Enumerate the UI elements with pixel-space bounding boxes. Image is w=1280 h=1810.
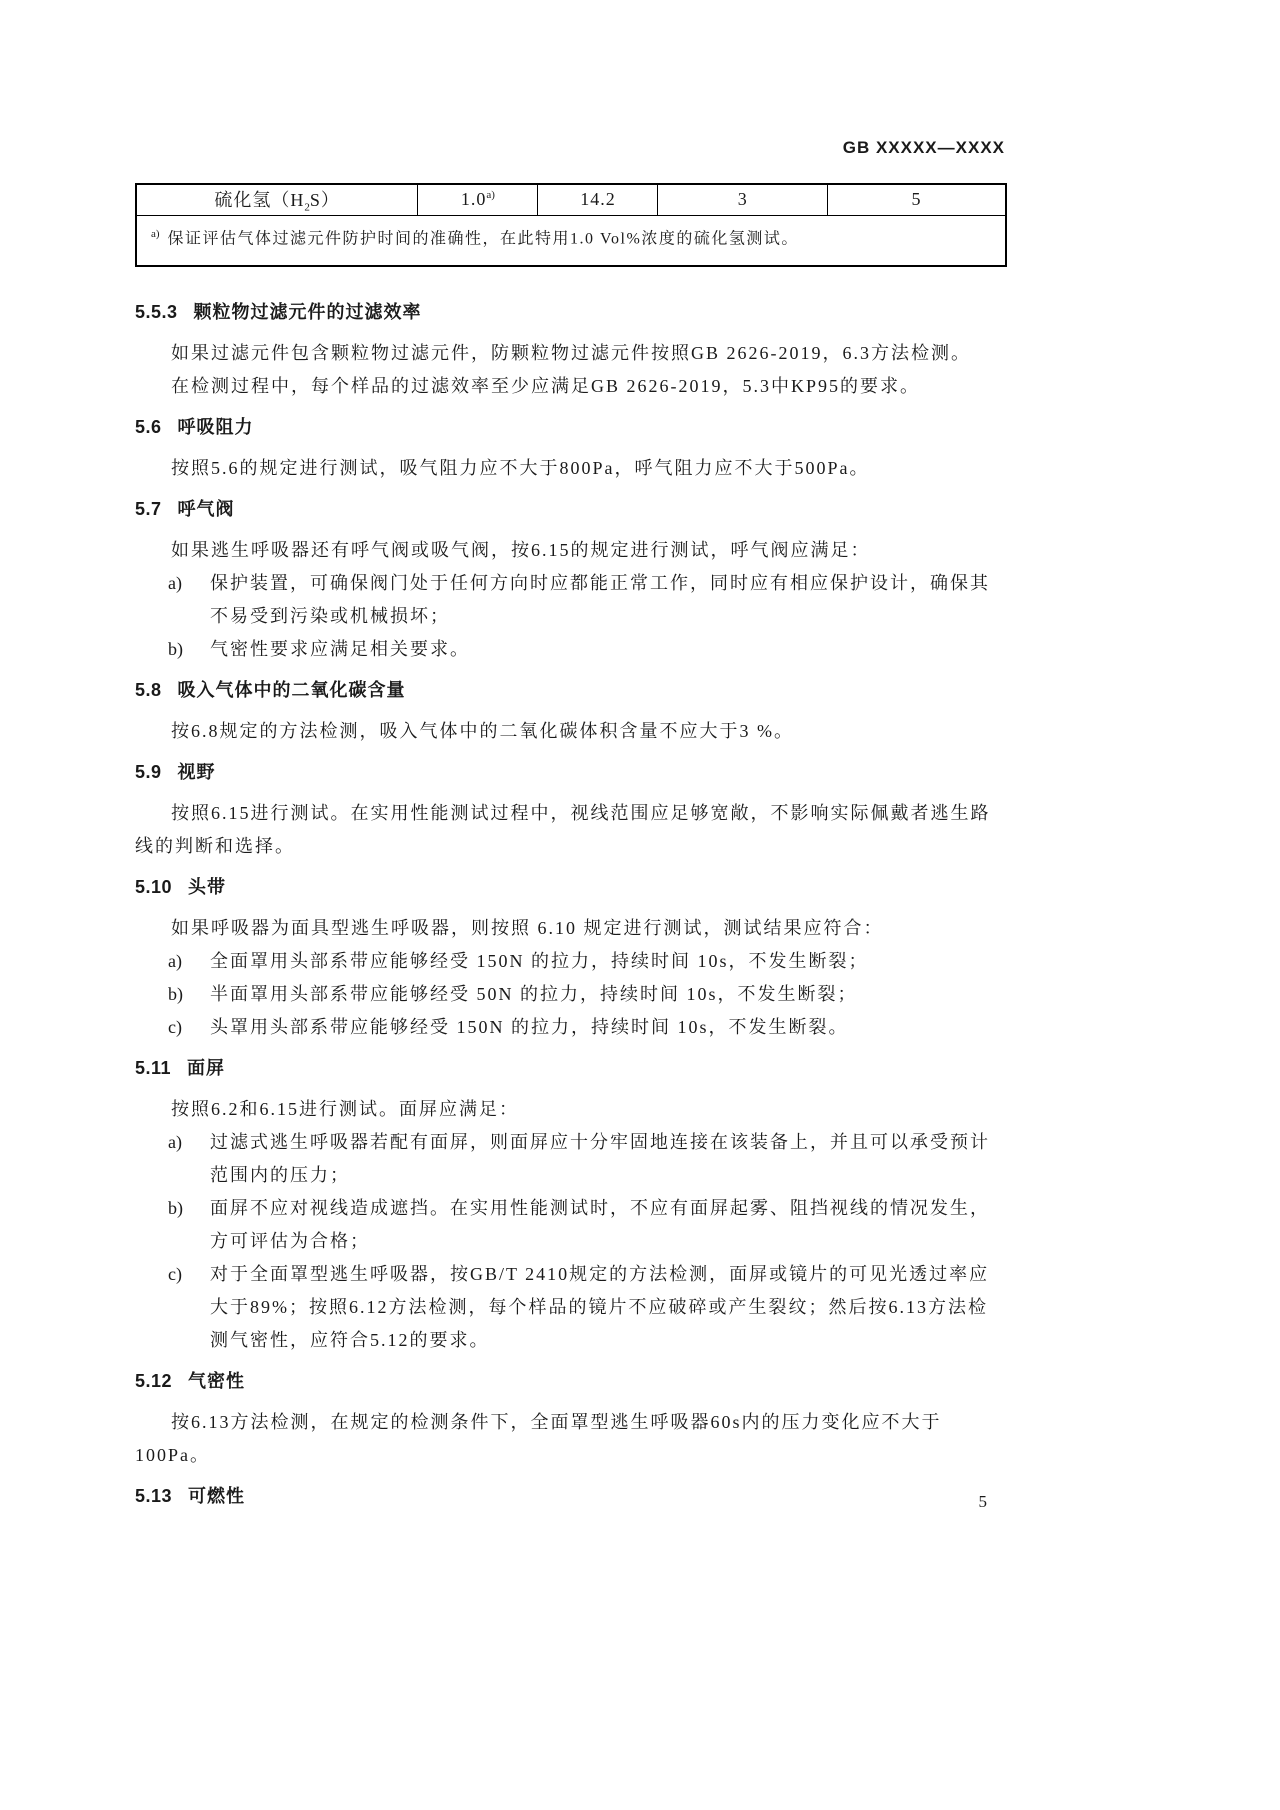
footnote-ref-sup: a): [486, 189, 495, 202]
paragraph: 如果过滤元件包含颗粒物过滤元件，防颗粒物过滤元件按照GB 2626-2019，6.3方法检测。: [171, 342, 971, 363]
list-item: [135, 633, 1007, 666]
list-item-marker: c): [168, 1016, 182, 1037]
list-item-marker: c): [168, 1263, 182, 1284]
section-number: 5.7: [135, 498, 162, 519]
table-footnote-cell: [136, 215, 1006, 266]
paragraph: 按照5.6的规定进行测试，吸气阻力应不大于800Pa，呼气阻力应不大于500Pa。: [171, 457, 870, 478]
list-item-text: 半面罩用头部系带应能够经受 50N 的拉力，持续时间 10s，不发生断裂；: [210, 983, 858, 1004]
content-area: [135, 0, 1007, 1521]
section-heading-5-6: [135, 411, 1007, 444]
paragraph: 按6.13方法检测，在规定的检测条件下，全面罩型逃生呼吸器60s内的压力变化应不大于100Pa。: [135, 1411, 942, 1465]
section-title: 气密性: [188, 1370, 246, 1391]
footnote-text: 保证评估气体过滤元件防护时间的准确性，在此特用1.0 Vol%浓度的硫化氢测试。: [167, 229, 799, 247]
list-item-marker: a): [168, 572, 182, 593]
paragraph: 如果逃生呼吸器还有呼气阀或吸气阀，按6.15的规定进行测试，呼气阀应满足：: [171, 539, 871, 560]
list-item-marker: a): [168, 1131, 182, 1152]
list-item: [135, 1011, 1007, 1044]
section-number: 5.9: [135, 761, 162, 782]
section-heading-5-11: [135, 1052, 1007, 1085]
section-title: 头带: [188, 876, 227, 897]
list-item: [135, 1258, 1007, 1357]
list-item: [135, 978, 1007, 1011]
list-item: [135, 1192, 1007, 1258]
page-number: 5: [978, 1492, 987, 1511]
section-heading-5-13: [135, 1480, 1007, 1513]
section-title: 呼吸阻力: [177, 416, 254, 437]
section-title: 视野: [177, 761, 216, 782]
substance-name: 硫化氢（H: [214, 190, 305, 210]
section-heading-5-8: [135, 674, 1007, 707]
paragraph: 如果呼吸器为面具型逃生呼吸器，则按照 6.10 规定进行测试，测试结果应符合：: [171, 917, 884, 938]
section-title: 呼气阀: [177, 498, 235, 519]
list-item-text: 头罩用头部系带应能够经受 150N 的拉力，持续时间 10s，不发生断裂。: [210, 1016, 849, 1037]
standard-code-header: GB XXXXX—XXXX: [842, 138, 1005, 157]
section-number: 5.11: [135, 1057, 172, 1078]
list-item: [135, 945, 1007, 978]
list-item-text: 对于全面罩型逃生呼吸器，按GB/T 2410规定的方法检测，面屏或镜片的可见光透过率应大于89%；按照6.12方法检测，每个样品的镜片不应破碎或产生裂纹；然后按6.13方法检测气密性，应符合5.12的要求。: [210, 1263, 990, 1350]
section-heading-5-5-3: [135, 296, 1007, 329]
list-item-marker: b): [168, 638, 183, 659]
section-title: 可燃性: [188, 1485, 246, 1506]
list-item: [135, 567, 1007, 633]
section-title: 吸入气体中的二氧化碳含量: [177, 679, 406, 700]
substance-subscript: 2: [304, 201, 310, 214]
paragraph: 按6.8规定的方法检测，吸入气体中的二氧化碳体积含量不应大于3 %。: [171, 720, 794, 741]
cell-substance: [136, 184, 418, 215]
cell-col3: 14.2: [538, 184, 658, 215]
list-item-marker: a): [168, 950, 182, 971]
concentration-value: 1.0: [460, 189, 487, 210]
table-footnote-row: [136, 215, 1006, 266]
section-number: 5.13: [135, 1485, 173, 1506]
section-number: 5.10: [135, 876, 173, 897]
list-item-marker: b): [168, 983, 183, 1004]
list-item-text: 全面罩用头部系带应能够经受 150N 的拉力，持续时间 10s，不发生断裂；: [210, 950, 869, 971]
substance-name-post: S）: [309, 190, 340, 210]
section-heading-5-10: [135, 871, 1007, 904]
section-number: 5.5.3: [135, 301, 178, 322]
paragraph: 在检测过程中，每个样品的过滤效率至少应满足GB 2626-2019，5.3中KP95的要求。: [171, 375, 921, 396]
list-item-marker: b): [168, 1197, 183, 1218]
gas-test-table: [135, 183, 1007, 267]
section-heading-5-9: [135, 756, 1007, 789]
list-item-text: 过滤式逃生呼吸器若配有面屏，则面屏应十分牢固地连接在该装备上，并且可以承受预计范围内的压力；: [210, 1131, 990, 1185]
section-title: 颗粒物过滤元件的过滤效率: [193, 301, 422, 322]
section-heading-5-7: [135, 493, 1007, 526]
section-number: 5.12: [135, 1370, 173, 1391]
section-number: 5.8: [135, 679, 162, 700]
table-row: [136, 184, 1006, 215]
paragraph: 按照6.15进行测试。在实用性能测试过程中，视线范围应足够宽敞，不影响实际佩戴者逃生路线的判断和选择。: [135, 802, 991, 856]
section-title: 面屏: [187, 1057, 226, 1078]
footnote-marker: a): [151, 227, 160, 240]
list-item: [135, 1126, 1007, 1192]
section-number: 5.6: [135, 416, 162, 437]
list-item-text: 面屏不应对视线造成遮挡。在实用性能测试时，不应有面屏起雾、阻挡视线的情况发生，方可评估为合格；: [210, 1197, 990, 1251]
list-item-text: 保护装置，可确保阀门处于任何方向时应都能正常工作，同时应有相应保护设计，确保其不易受到污染或机械损坏；: [210, 572, 990, 626]
paragraph: 按照6.2和6.15进行测试。面屏应满足：: [171, 1098, 519, 1119]
section-heading-5-12: [135, 1365, 1007, 1398]
cell-concentration: [418, 184, 538, 215]
list-item-text: 气密性要求应满足相关要求。: [210, 638, 470, 659]
spec-table-wrap: [135, 183, 1007, 267]
cell-col4: 3: [658, 184, 828, 215]
cell-col5: 5: [828, 184, 1006, 215]
